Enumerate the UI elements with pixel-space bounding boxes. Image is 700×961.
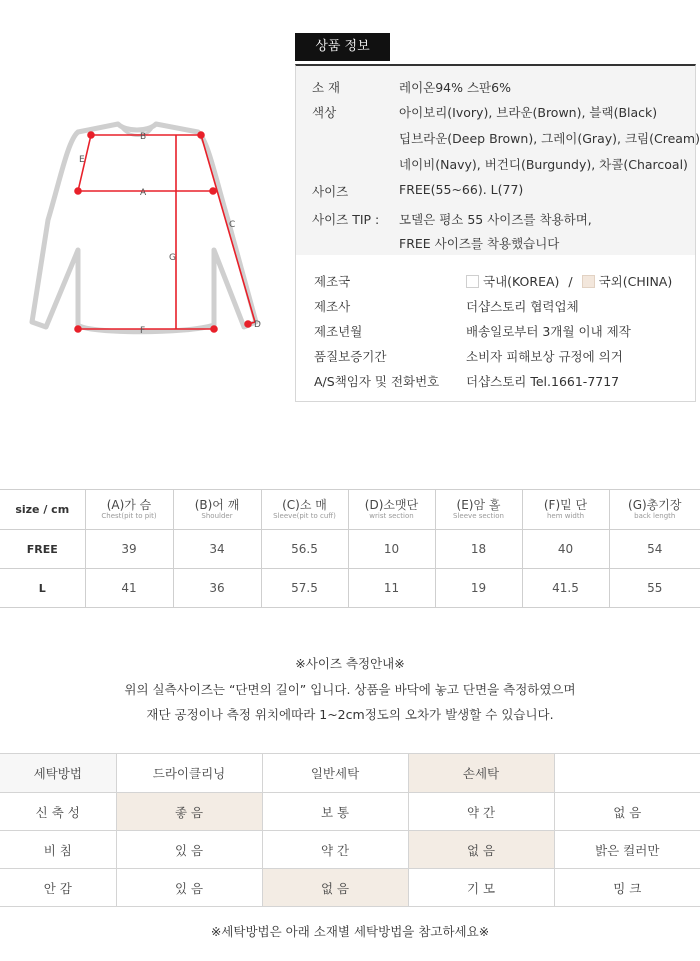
origin-china-label: 국외(CHINA) — [598, 274, 673, 289]
care-cell: 일반세탁 — [262, 754, 408, 793]
header-armhole — [435, 490, 522, 530]
spec-value: 레이온94% 스판6% — [399, 80, 511, 95]
label-a: A — [140, 188, 147, 198]
size-notice-title: ※사이즈 측정안내※ — [295, 656, 405, 671]
size-row-l — [0, 569, 700, 608]
dot-hem-l — [75, 326, 81, 332]
size-notice-line-2: 재단 공정이나 측정 위치에따라 1~2cm정도의 오차가 발생할 수 있습니다. — [146, 707, 554, 722]
size-value: 41 — [85, 569, 173, 608]
header-sub: Sleeve(pit to cuff) — [273, 512, 336, 520]
care-cell: 약 간 — [408, 793, 554, 831]
header-sub: Shoulder — [201, 512, 233, 520]
care-row-stretch — [0, 793, 700, 831]
care-cell: 약 간 — [262, 831, 408, 869]
size-value: 57.5 — [261, 569, 348, 608]
garment-measurement-diagram — [18, 110, 278, 355]
care-footer-note: ※세탁방법은 아래 소재별 세탁방법을 참고하세요※ — [210, 924, 490, 939]
spec-value: 모델은 평소 55 사이즈를 착용하며, — [399, 212, 592, 227]
care-cell: 밝은 컬러만 — [554, 831, 700, 869]
line-sleeve — [201, 135, 255, 322]
size-value: 40 — [522, 530, 609, 569]
maker-value: 소비자 피해보상 규정에 의거 — [466, 349, 623, 364]
header-main: (G)총기장 — [628, 498, 682, 512]
spec-key: 색상 — [312, 105, 337, 120]
care-cell — [554, 754, 700, 793]
size-value: 39 — [85, 530, 173, 569]
care-cell-selected: 없 음 — [262, 869, 408, 907]
care-label: 세탁방법 — [0, 754, 116, 793]
header-main: (C)소 매 — [282, 498, 327, 512]
maker-key: 제조사 — [314, 299, 351, 314]
product-info-title: 상품 정보 — [295, 33, 390, 61]
size-value: 36 — [173, 569, 261, 608]
header-chest — [85, 490, 173, 530]
label-g: G — [169, 253, 176, 263]
header-sleeve — [261, 490, 348, 530]
care-cell: 기 모 — [408, 869, 554, 907]
size-value: 54 — [609, 530, 700, 569]
size-value: 11 — [348, 569, 435, 608]
size-value: 19 — [435, 569, 522, 608]
label-c: C — [229, 220, 236, 230]
header-main: (B)어 깨 — [194, 498, 240, 512]
care-cell-selected: 손세탁 — [408, 754, 554, 793]
care-cell: 있 음 — [116, 869, 262, 907]
care-label: 안 감 — [0, 869, 116, 907]
care-cell: 있 음 — [116, 831, 262, 869]
care-row-wash — [0, 754, 700, 793]
label-e: E — [79, 155, 85, 165]
origin-korea-checkbox — [466, 275, 479, 288]
spec-value: 딥브라운(Deep Brown), 그레이(Gray), 크림(Cream) — [399, 131, 700, 146]
size-table — [0, 489, 700, 608]
spec-value: FREE 사이즈를 착용했습니다 — [399, 236, 560, 251]
header-sub: Sleeve section — [453, 512, 504, 520]
maker-value: 배송일로부터 3개월 이내 제작 — [466, 324, 631, 339]
header-main: (F)밑 단 — [543, 498, 588, 512]
care-row-sheer — [0, 831, 700, 869]
size-table-header — [0, 490, 700, 530]
spec-key: 사이즈 TIP : — [312, 212, 380, 227]
label-d: D — [254, 320, 261, 330]
origin-china-checkbox — [582, 275, 595, 288]
origin-separator: / — [568, 274, 573, 289]
size-value: 34 — [173, 530, 261, 569]
spec-key: 사이즈 — [312, 184, 349, 199]
label-b: B — [140, 132, 147, 142]
header-sub: Chest(pit to pit) — [101, 512, 157, 520]
product-info-box — [295, 64, 700, 402]
care-cell-selected: 없 음 — [408, 831, 554, 869]
dot-hem-r — [211, 326, 217, 332]
care-cell: 보 통 — [262, 793, 408, 831]
header-main: (A)가 슴 — [106, 498, 152, 512]
header-shoulder — [173, 490, 261, 530]
spec-value: 네이비(Navy), 버건디(Burgundy), 차콜(Charcoal) — [399, 157, 688, 172]
size-notice-line-1: 위의 실측사이즈는 “단면의 길이” 입니다. 상품을 바닥에 놓고 단면을 측정하였으며 — [124, 682, 576, 697]
size-row-free — [0, 530, 700, 569]
care-label: 비 침 — [0, 831, 116, 869]
header-sub: wrist section — [369, 512, 414, 520]
size-value: 10 — [348, 530, 435, 569]
size-value: 55 — [609, 569, 700, 608]
care-table — [0, 753, 700, 907]
dot-chest-r — [210, 188, 216, 194]
header-hem — [522, 490, 609, 530]
header-wrist — [348, 490, 435, 530]
care-cell: 드라이클리닝 — [116, 754, 262, 793]
care-cell-selected: 좋 음 — [116, 793, 262, 831]
header-sub: hem width — [546, 512, 585, 520]
care-cell: 없 음 — [554, 793, 700, 831]
sweater-outline-svg — [18, 110, 278, 355]
size-table-corner: size / cm — [0, 490, 85, 530]
origin-korea-label: 국내(KOREA) — [483, 274, 560, 289]
header-main: (E)암 홀 — [456, 498, 501, 512]
dot-chest-l — [75, 188, 81, 194]
care-row-lining — [0, 869, 700, 907]
label-f: F — [140, 326, 146, 336]
size-value: 41.5 — [522, 569, 609, 608]
spec-value: FREE(55~66). L(77) — [399, 182, 524, 197]
size-name: L — [0, 569, 85, 608]
size-value: 56.5 — [261, 530, 348, 569]
maker-key: 품질보증기간 — [314, 349, 387, 364]
maker-value: 더샵스토리 Tel.1661-7717 — [466, 374, 620, 389]
header-main: (D)소맷단 — [364, 498, 419, 512]
spec-key: 소 재 — [312, 80, 341, 95]
size-name: FREE — [0, 530, 85, 569]
size-value: 18 — [435, 530, 522, 569]
maker-key: 제조년월 — [314, 324, 363, 339]
header-length — [609, 490, 700, 530]
maker-key: 제조국 — [314, 274, 351, 289]
care-cell: 밍 크 — [554, 869, 700, 907]
dot-wrist — [245, 321, 251, 327]
sweater-outline — [32, 124, 256, 332]
maker-value: 더샵스토리 협력업체 — [466, 299, 579, 314]
maker-key: A/S책임자 및 전화번호 — [314, 374, 440, 389]
product-spec-panel — [296, 66, 700, 255]
origin-options — [466, 272, 672, 290]
header-sub: back length — [634, 512, 676, 520]
care-label: 신 축 성 — [0, 793, 116, 831]
spec-value: 아이보리(Ivory), 브라운(Brown), 블랙(Black) — [399, 105, 658, 120]
